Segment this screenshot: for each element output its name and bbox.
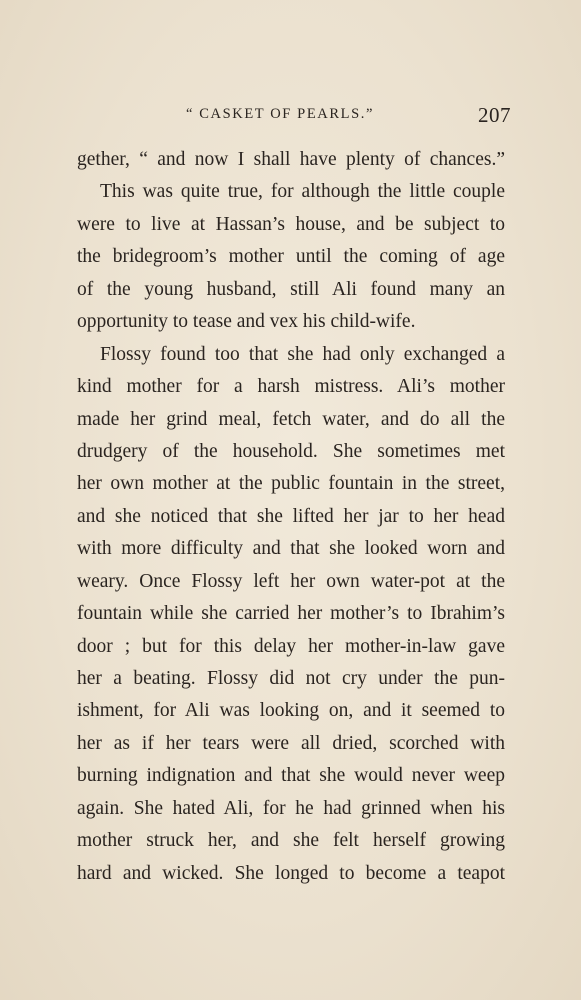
text-line: were to live at Hassan’s house, and be subject to [77, 213, 505, 235]
text-line: Flossy found too that she had only exchanged a [100, 343, 505, 365]
text-line: burning indignation and that she would never weep [77, 765, 505, 787]
text-line: hard and wicked. She longed to become a teapot [77, 862, 505, 884]
text-line: drudgery of the household. She sometimes met [77, 440, 505, 462]
text-line: ishment, for Ali was looking on, and it seemed to [77, 700, 505, 722]
running-head [0, 104, 581, 130]
text-line: her as if her tears were all dried, scorched with [77, 732, 505, 754]
text-line: mother struck her, and she felt herself growing [77, 830, 505, 852]
text-line: her own mother at the public fountain in the street, [77, 473, 505, 495]
text-line: with more difficulty and that she looked worn and [77, 538, 505, 560]
text-line: the bridegroom’s mother until the coming of age [77, 246, 505, 268]
text-line: and she noticed that she lifted her jar to her head [77, 505, 505, 527]
text-line: door ; but for this delay her mother-in-law gave [77, 635, 505, 657]
text-line: again. She hated Ali, for he had grinned when his [77, 797, 505, 819]
body-text [77, 144, 505, 890]
text-line: kind mother for a harsh mistress. Ali’s mother [77, 376, 505, 398]
page-number: 207 [478, 103, 511, 127]
running-title: “ CASKET OF PEARLS.” [186, 106, 375, 122]
text-line: opportunity to tease and vex his child-wife. [77, 311, 416, 333]
text-line: of the young husband, still Ali found many an [77, 278, 505, 300]
text-line: This was quite true, for although the little couple [100, 181, 505, 203]
text-line: weary. Once Flossy left her own water-pot at the [77, 570, 505, 592]
text-line: fountain while she carried her mother’s to Ibrahim’s [77, 603, 505, 625]
text-line: gether, “ and now I shall have plenty of chances.” [77, 149, 505, 170]
text-line: made her grind meal, fetch water, and do all the [77, 408, 505, 430]
text-line: her a beating. Flossy did not cry under the pun- [77, 668, 505, 689]
